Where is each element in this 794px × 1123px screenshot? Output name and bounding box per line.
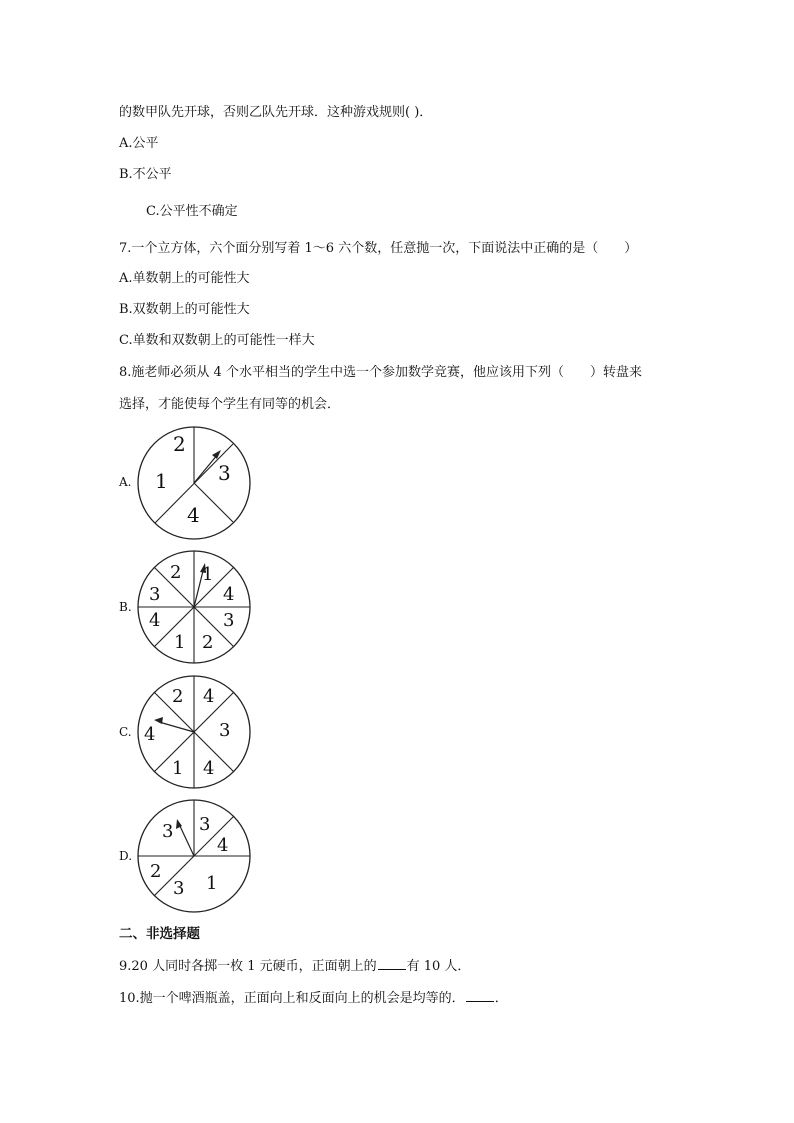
spinner-a: [135, 424, 255, 544]
spinner-c-pointer-head: [154, 717, 163, 724]
q7-option-b: B.双数朝上的可能性大: [119, 302, 250, 317]
spinner-a-number: 2: [173, 432, 186, 456]
spinner-c-number: 1: [172, 758, 184, 779]
q9-blank[interactable]: [378, 957, 406, 970]
spinner-c-number: 4: [203, 686, 215, 707]
spinner-d-number: 3: [173, 878, 185, 899]
spinner-b-label: B.: [119, 600, 132, 614]
spinner-b-number: 4: [149, 610, 161, 631]
q9-stem: [119, 957, 470, 976]
spinner-b-number: 2: [202, 632, 214, 653]
spinner-a-divider: [194, 483, 233, 522]
spinner-d-pointer: [179, 824, 194, 856]
section-2-title: 二、非选择题: [119, 926, 200, 942]
spinner-a-number: 3: [218, 461, 231, 485]
q6-option-c: C.公平性不确定: [146, 204, 238, 219]
spinner-b-number: 1: [174, 632, 186, 653]
q9-text-after-blank: 有 10 人．: [406, 959, 471, 974]
spinner-d-number: 3: [199, 814, 211, 835]
q8-stem-line1: 8.施老师必须从 4 个水平相当的学生中选一个参加数学竞赛，他应该用下列（ ）转盘来: [119, 365, 642, 380]
q10-stem: [119, 989, 508, 1008]
spinner-a-number: 1: [155, 469, 168, 493]
spinner-c-number: 3: [219, 720, 231, 741]
spinner-d-number: 3: [162, 821, 174, 842]
spinner-b-number: 4: [223, 584, 235, 605]
q10-blank[interactable]: [466, 989, 494, 1002]
spinner-a-pointer: [194, 454, 218, 483]
q6-stem-continuation: 的数甲队先开球，否则乙队先开球．这种游戏规则( )．: [119, 105, 433, 120]
spinner-d: [135, 797, 255, 917]
q7-stem: 7.一个立方体，六个面分别写着 1～6 六个数，任意抛一次，下面说法中正确的是（ ）: [119, 241, 638, 256]
spinner-a-label: A.: [119, 475, 132, 489]
spinner-c-number: 2: [172, 686, 184, 707]
spinner-b-number: 2: [170, 562, 182, 583]
q8-stem-line2: 选择，才能使每个学生有同等的机会．: [119, 397, 341, 412]
spinner-c-number: 4: [144, 724, 156, 745]
spinner-b-number: 1: [202, 564, 214, 585]
spinner-d-label: D.: [119, 849, 133, 863]
spinner-d-number: 4: [217, 835, 229, 856]
q6-option-b: B.不公平: [119, 167, 172, 182]
q10-text-before-blank: 10.抛一个啤酒瓶盖，正面向上和反面向上的机会是均等的．: [119, 991, 465, 1006]
spinner-c-number: 4: [203, 758, 215, 779]
q6-option-a: A.公平: [119, 136, 159, 151]
spinner-d-number: 2: [150, 861, 162, 882]
q9-text-before-blank: 9.20 人同时各掷一枚 1 元硬币，正面朝上的: [119, 959, 377, 974]
q7-option-c: C.单数和双数朝上的可能性一样大: [119, 333, 315, 348]
spinner-d-number: 1: [206, 873, 218, 894]
spinner-b: [135, 548, 255, 668]
spinner-b-number: 3: [149, 584, 161, 605]
spinner-c-label: C.: [119, 725, 132, 739]
spinner-a-number: 4: [187, 503, 200, 527]
spinner-b-number: 3: [223, 610, 235, 631]
q10-text-after-blank: ．: [494, 991, 508, 1006]
q7-option-a: A.单数朝上的可能性大: [119, 271, 250, 286]
spinner-c: [135, 673, 255, 793]
